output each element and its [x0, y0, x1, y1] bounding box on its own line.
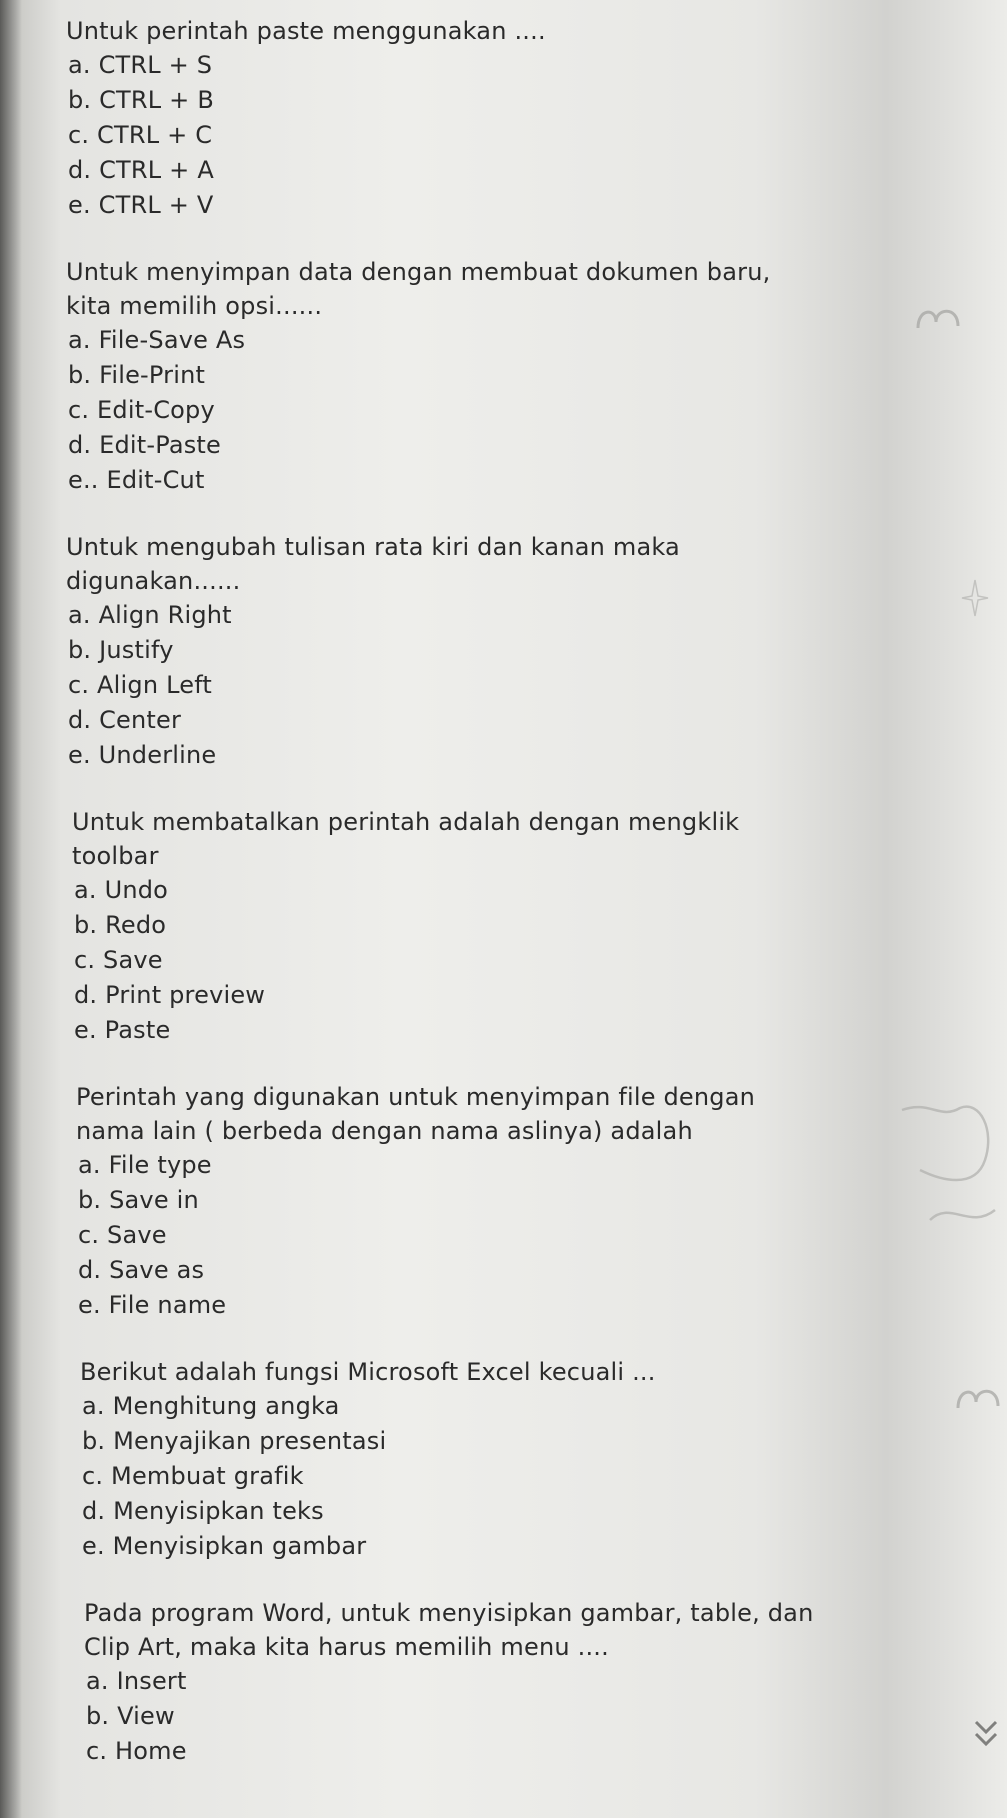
question-text-line-1: Untuk menyimpan data dengan membuat dokumen baru,	[66, 258, 771, 286]
question-text-line-2: nama lain ( berbeda dengan nama aslinya) adalah	[76, 1117, 693, 1145]
option-c: c. Save	[78, 1221, 167, 1249]
option-a: a. Align Right	[68, 601, 232, 629]
faint-star-mark	[960, 578, 990, 624]
option-a: a. File type	[78, 1151, 212, 1179]
worksheet-content	[66, 14, 906, 1801]
option-c: c. Home	[86, 1737, 187, 1765]
option-e: e. Underline	[68, 741, 217, 769]
chevron-down-icon	[972, 1716, 1000, 1758]
option-b: b. File-Print	[68, 361, 206, 389]
question-text-line-2: kita memilih opsi......	[66, 292, 323, 320]
option-e: e. CTRL + V	[68, 191, 214, 219]
option-a: a. CTRL + S	[68, 51, 213, 79]
option-c: c. Edit-Copy	[68, 396, 215, 424]
question-7	[66, 1596, 906, 1769]
option-e: e.. Edit-Cut	[68, 466, 205, 494]
option-d: d. Menyisipkan teks	[82, 1497, 324, 1525]
option-e: e. Paste	[74, 1016, 171, 1044]
faint-scribble-mark	[900, 1100, 1000, 1246]
option-c: c. CTRL + C	[68, 121, 213, 149]
question-1	[66, 14, 906, 223]
option-d: d. Save as	[78, 1256, 205, 1284]
option-c: c. Save	[74, 946, 163, 974]
question-5	[66, 1080, 906, 1323]
option-c: c. Align Left	[68, 671, 213, 699]
option-b: b. CTRL + B	[68, 86, 214, 114]
option-e: e. File name	[78, 1291, 227, 1319]
option-b: b. Save in	[78, 1186, 199, 1214]
option-b: b. View	[86, 1702, 175, 1730]
option-d: d. Center	[68, 706, 182, 734]
option-b: b. Redo	[74, 911, 167, 939]
page-edge-shadow	[0, 0, 22, 1818]
question-text-line-1: Pada program Word, untuk menyisipkan gambar, table, dan	[84, 1599, 814, 1627]
option-b: b. Menyajikan presentasi	[82, 1427, 387, 1455]
option-a: a. Insert	[86, 1667, 187, 1695]
question-text-line-1: Untuk mengubah tulisan rata kiri dan kanan maka	[66, 533, 680, 561]
option-a: a. Menghitung angka	[82, 1392, 340, 1420]
question-2	[66, 255, 906, 498]
question-3	[66, 530, 906, 773]
option-d: d. Print preview	[74, 981, 266, 1009]
faint-doodle-mark-2	[954, 1380, 1004, 1422]
question-4	[66, 805, 906, 1048]
question-text: Berikut adalah fungsi Microsoft Excel kecuali ...	[80, 1358, 656, 1386]
option-b: b. Justify	[68, 636, 174, 664]
question-6	[66, 1355, 906, 1564]
question-text-line-2: Clip Art, maka kita harus memilih menu ....	[84, 1633, 609, 1661]
option-a: a. Undo	[74, 876, 169, 904]
faint-doodle-mark	[912, 298, 968, 344]
option-c: c. Membuat grafik	[82, 1462, 304, 1490]
question-text-line-2: toolbar	[72, 842, 159, 870]
option-a: a. File-Save As	[68, 326, 246, 354]
option-e: e. Menyisipkan gambar	[82, 1532, 367, 1560]
question-text: Untuk perintah paste menggunakan ....	[66, 17, 546, 45]
option-d: d. CTRL + A	[68, 156, 214, 184]
question-text-line-2: digunakan......	[66, 567, 241, 595]
option-d: d. Edit-Paste	[68, 431, 222, 459]
question-text-line-1: Perintah yang digunakan untuk menyimpan file dengan	[76, 1083, 756, 1111]
question-text-line-1: Untuk membatalkan perintah adalah dengan mengklik	[72, 808, 740, 836]
